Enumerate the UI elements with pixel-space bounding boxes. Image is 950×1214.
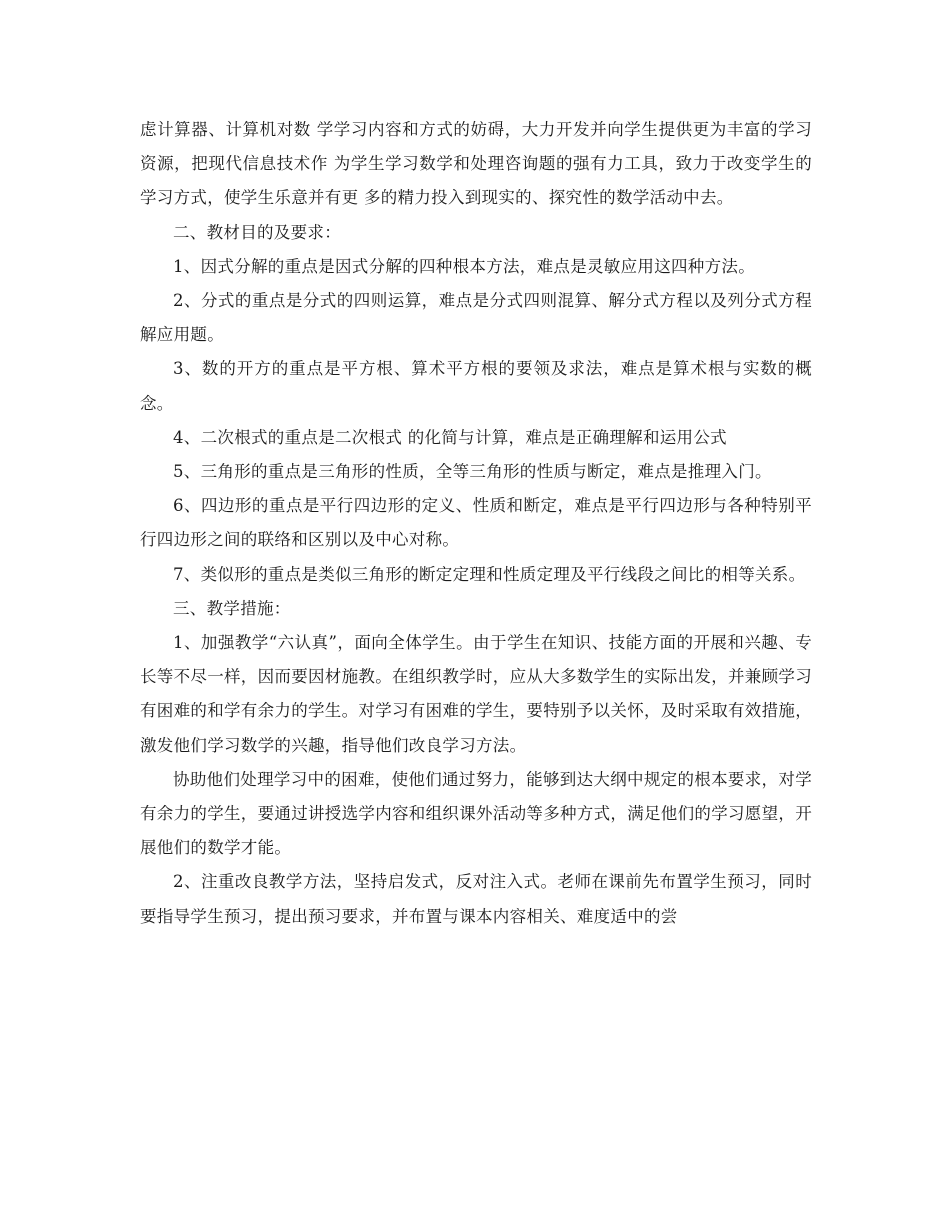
paragraph-similar-figures: 7、类似形的重点是类似三角形的断定定理和性质定理及平行线段之间比的相等关系。: [173, 564, 806, 584]
paragraph-intro-continuation: 虑计算器、计算机对数 学学习内容和方式的妨碍，大力开发并向学生提供更为丰富的学习资源，把现代信息技术作 为学生学习数学和处理咨询题的强有力工具，致力于改变学生的学习方式，使学生乐意并有更 多的精力投入到现实的、探究性的数学活动中去。: [140, 120, 812, 208]
paragraph-factorization: 1、因式分解的重点是因式分解的四种根本方法，难点是灵敏应用这四种方法。: [173, 256, 755, 276]
paragraph-measure-1-continued: 协助他们处理学习中的困难，使他们通过努力，能够到达大纲中规定的根本要求，对学有余力的学生，要通过讲授选学内容和组织课外活动等多种方式，满足他们的学习愿望，开展他们的数学才能。: [140, 769, 812, 858]
paragraph-measure-1: 1、加强教学“六认真”，面向全体学生。由于学生在知识、技能方面的开展和兴趣、专长等不尽一样，因而要因材施教。在组织教学时，应从大多数学生的实际出发，并兼顾学习有困难的和学有余力的学生。对学习有困难的学生，要特别予以关怀，及时采取有效措施，激发他们学习数学的兴趣，指导他们改良学习方法。: [140, 633, 812, 755]
section-heading-measures: 三、教学措施：: [173, 598, 291, 618]
paragraph-square-roots: 3、数的开方的重点是平方根、算术平方根的要领及求法，难点是算术根与实数的概念。: [140, 359, 812, 413]
document-body: [140, 113, 812, 934]
paragraph-triangles: 5、三角形的重点是三角形的性质，全等三角形的性质与断定，难点是推理入门。: [173, 462, 772, 482]
paragraph-quadrilaterals: 6、四边形的重点是平行四边形的定义、性质和断定，难点是平行四边形与各种特别平行四边形之间的联络和区别以及中心对称。: [140, 496, 812, 550]
paragraph-fractions: 2、分式的重点是分式的四则运算，难点是分式四则混算、解分式方程以及列分式方程解应用题。: [140, 291, 812, 345]
paragraph-radicals: 4、二次根式的重点是二次根式 的化简与计算，难点是正确理解和运用公式: [173, 427, 727, 447]
paragraph-measure-2: 2、注重改良教学方法，坚持启发式，反对注入式。老师在课前先布置学生预习，同时要指导学生预习，提出预习要求，并布置与课本内容相关、难度适中的尝: [140, 872, 812, 926]
section-heading-objectives: 二、教材目的及要求：: [173, 222, 341, 242]
